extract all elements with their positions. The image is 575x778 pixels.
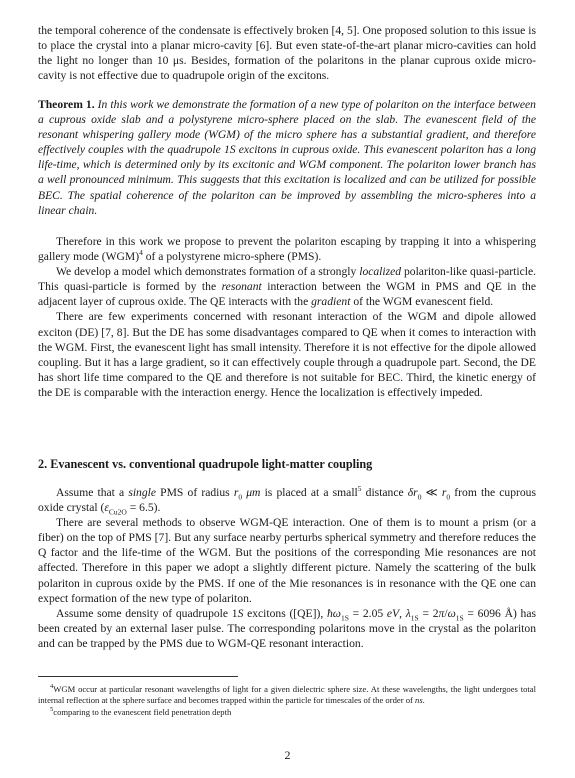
footnote-4: $^4$WGM occur at particular resonant wavelengths of light for a given dielectric sphere size. At these wavelengths, the light undergoes total internal reflection at the sphere surface and becomes trapped within the particle for timescales of the order of ns. <box>38 683 536 706</box>
methods-paragraph: There are several methods to observe WGM-QE interaction. One of them is to mount a prism (or a fiber) on the top of PMS [7]. But any surface nearby perturbs spherical symmetry and therefore reduces the Q factor and the life-time of the WGM. But the positions of the corresponding Mie resonances are not affected. Therefore in this paper we adopt a slightly different picture. Namely the scattering of the bulk polariton in cuprous oxide by the PMS. If one of the Mie resonances is in resonance with the QE one can expect formation of the new type of polariton. <box>38 516 536 605</box>
assume-single-paragraph: Assume that a single PMS of radius $r_0$ μm is placed at a small$^5$ distance $\delta r_0$ ≪ $r_0$ from the cuprous oxide crystal $(\varepsilon_{Cu2O} = 6.5)$. <box>38 484 536 517</box>
footnote-5: $^5$comparing to the evanescent field penetration depth <box>50 705 232 717</box>
page-number: 2 <box>284 748 291 762</box>
assume-density-paragraph: Assume some density of quadrupole 1S excitons ([QE]), $ħ\omega_{1S} = 2.05$ eV, $\lambda_{1S} = 2\pi/\omega_{1S} = 6096$ Å) has been created by an external laser pulse. The corresponding polaritons move in the crystal as the polariton and can be trapped by the PMS due to WGM-QE resonant interaction. <box>38 606 536 650</box>
few-experiments-paragraph: There are few experiments concerned with resonant interaction of the WGM and dipole allowed exciton (DE) [7, 8]. But the DE has some disadvantages compared to QE when it comes to interaction with the WGM. First, the evanescent light has small intensity. Therefore it is not effective for the dipole allowed coupling. But it has a large gradient, so it can effectively couple through a quadrupole part. Second, the DE has short life time compared to the QE and therefore is not suitable for BEC. Third, the kinetic energy of the DE is comparable with the interaction energy. Hence the localization is effectively impeded. <box>38 310 536 399</box>
intro-paragraph <box>38 23 536 83</box>
section-body <box>38 485 536 651</box>
footnote-divider <box>38 676 238 677</box>
section-heading: 2. Evanescent vs. conventional quadrupole light-matter coupling <box>38 457 373 471</box>
footnotes <box>38 684 536 718</box>
intro-text: the temporal coherence of the condensate is effectively broken [4, 5]. One proposed solution to this issue is to place the crystal into a planar micro-cavity [6]. But even state-of-the-art planar micro-cavities can hold the light no longer than 10 μs. Besides, formation of the polaritons in the planar cuprous oxide micro-cavity is not effective due to quadrupole origin of the excitons. <box>38 24 536 83</box>
theorem-body: In this work we demonstrate the formation of a new type of polariton on the interface between a cuprous oxide slab and a polystyrene micro-sphere placed on the slab. The evanescent field of the resonant whispering gallery mode (WGM) of the micro sphere has a substantial gradient, and therefore effectively couples with the quadrupole 1S excitons in cuprous oxide. This evanescent polariton has a long life-time, which is determined only by its excitonic and WGM component. The polariton lower branch has a well pronounced minimum. This suggests that this excitation is localized and can be utilized for possible BEC. The spatial coherence of the polariton can be improved by assembling the micro-spheres into a linear chain. <box>38 98 536 217</box>
footnote-ref-4[interactable]: 4 <box>139 248 143 258</box>
theorem-block <box>38 97 536 218</box>
therefore-paragraph: Therefore in this work we propose to prevent the polariton escaping by trapping it into a whispering gallery mode (WGM)$^4$ of a polystyrene micro-sphere (PMS). <box>38 235 536 264</box>
develop-paragraph: We develop a model which demonstrates formation of a strongly localized polariton-like quasi-particle. This quasi-particle is formed by the resonant interaction between the WGM in PMS and QE in the adjacent layer of cuprous oxide. The QE interacts with the gradient of the WGM evanescent field. <box>38 265 537 309</box>
theorem-label: Theorem 1. <box>38 98 95 111</box>
body-paragraphs <box>38 234 536 400</box>
footnote-ref-5[interactable]: 5 <box>357 484 362 494</box>
